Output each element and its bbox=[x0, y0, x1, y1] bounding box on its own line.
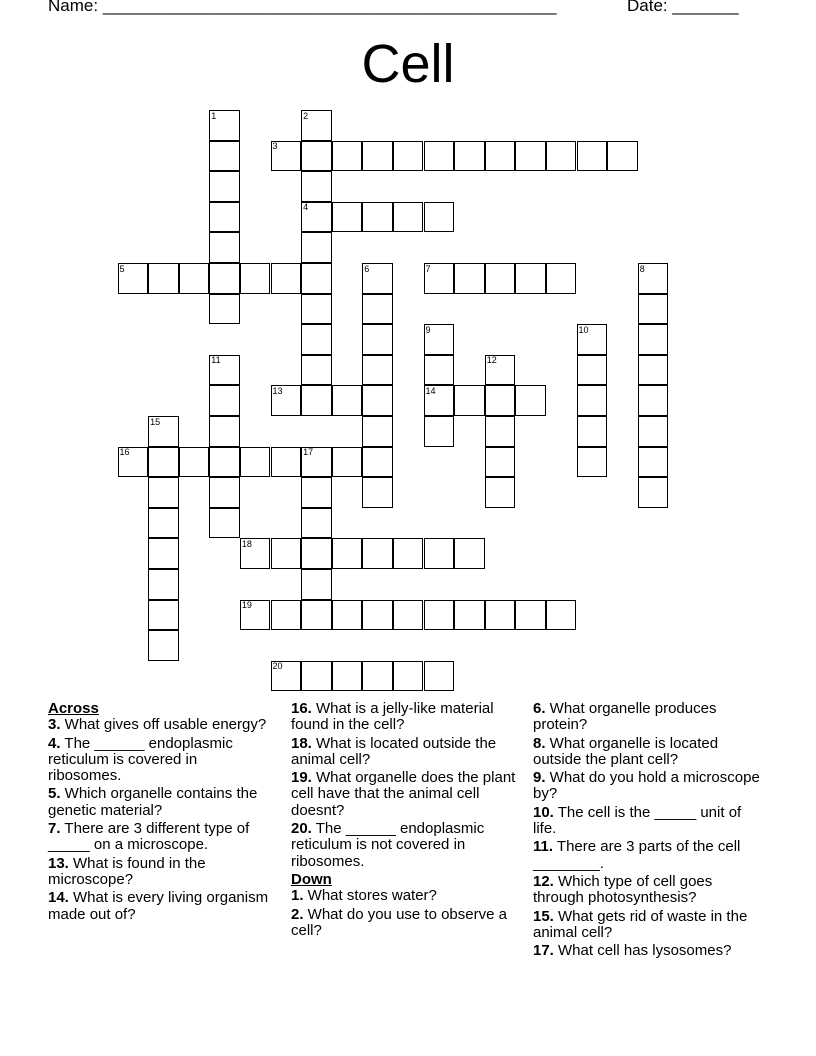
down-clue-6: 6. What organelle produces protein? bbox=[533, 700, 717, 734]
grid-cell[interactable] bbox=[424, 202, 455, 233]
grid-cell[interactable] bbox=[209, 202, 240, 233]
grid-cell[interactable] bbox=[209, 477, 240, 508]
across-clue-4: 4. The ______ endoplasmic reticulum is covered in ribosomes. bbox=[48, 734, 233, 785]
across-clue-3: 3. What gives off usable energy? bbox=[48, 716, 267, 734]
grid-cell[interactable] bbox=[485, 477, 516, 508]
grid-cell[interactable] bbox=[301, 171, 332, 202]
grid-cell[interactable] bbox=[362, 447, 393, 478]
grid-cell[interactable] bbox=[424, 355, 455, 386]
grid-cell[interactable] bbox=[362, 294, 393, 325]
grid-cell[interactable] bbox=[301, 294, 332, 325]
down-heading: Down bbox=[291, 870, 332, 888]
down-clue-10: 10. The cell is the _____ unit of life. bbox=[533, 803, 742, 838]
grid-cell[interactable] bbox=[485, 385, 516, 416]
down-clue-9: 9. What do you hold a microscope by? bbox=[533, 769, 760, 803]
grid-cell[interactable] bbox=[638, 355, 669, 386]
grid-cell[interactable] bbox=[485, 141, 516, 172]
grid-cell[interactable] bbox=[638, 477, 669, 508]
grid-cell[interactable] bbox=[209, 385, 240, 416]
down-clue-12: 12. Which type of cell goes through photosynthesis? bbox=[533, 872, 713, 907]
grid-cell[interactable] bbox=[515, 600, 546, 631]
grid-cell[interactable] bbox=[148, 569, 179, 600]
across-clue-19: 19. What organelle does the plant cell have that the animal cell doesnt? bbox=[291, 769, 516, 819]
grid-cell[interactable] bbox=[332, 661, 363, 692]
grid-cell[interactable] bbox=[577, 416, 608, 447]
grid-cell[interactable] bbox=[209, 232, 240, 263]
grid-cell[interactable] bbox=[546, 600, 577, 631]
grid-cell[interactable] bbox=[209, 171, 240, 202]
clue-number-label: 15 bbox=[150, 416, 161, 427]
grid-cell[interactable] bbox=[424, 661, 455, 692]
grid-cell[interactable] bbox=[577, 447, 608, 478]
clue-number-label: 7 bbox=[425, 263, 431, 274]
grid-cell[interactable] bbox=[362, 600, 393, 631]
grid-cell[interactable] bbox=[301, 508, 332, 539]
grid-cell[interactable] bbox=[148, 477, 179, 508]
grid-cell[interactable] bbox=[301, 355, 332, 386]
grid-cell[interactable] bbox=[638, 416, 669, 447]
across-clue-18: 18. What is located outside the animal cell? bbox=[291, 734, 497, 768]
grid-cell[interactable] bbox=[301, 538, 332, 569]
across-clue-20: 20. The ______ endoplasmic reticulum is not covered in ribosomes. bbox=[291, 820, 485, 870]
grid-cell[interactable] bbox=[638, 385, 669, 416]
down-clue-8: 8. What organelle is located outside the plant cell? bbox=[533, 734, 719, 768]
grid-cell[interactable] bbox=[271, 263, 302, 294]
clue-number-label: 8 bbox=[639, 263, 645, 274]
grid-cell[interactable] bbox=[209, 447, 240, 478]
grid-cell[interactable] bbox=[515, 263, 546, 294]
grid-cell[interactable] bbox=[362, 416, 393, 447]
grid-cell[interactable] bbox=[546, 141, 577, 172]
grid-cell[interactable] bbox=[577, 385, 608, 416]
grid-cell[interactable] bbox=[148, 263, 179, 294]
grid-cell[interactable] bbox=[148, 508, 179, 539]
grid-cell[interactable] bbox=[332, 447, 363, 478]
grid-cell[interactable] bbox=[301, 263, 332, 294]
clue-number-label: 1 bbox=[211, 110, 217, 121]
across-clue-13: 13. What is found in the microscope? bbox=[48, 854, 206, 888]
grid-cell[interactable] bbox=[271, 600, 302, 631]
grid-cell[interactable] bbox=[301, 477, 332, 508]
grid-cell[interactable] bbox=[301, 324, 332, 355]
clue-number-label: 14 bbox=[425, 385, 436, 396]
grid-cell[interactable] bbox=[515, 385, 546, 416]
grid-cell[interactable] bbox=[393, 538, 424, 569]
grid-cell[interactable] bbox=[179, 447, 210, 478]
grid-cell[interactable] bbox=[454, 141, 485, 172]
grid-cell[interactable] bbox=[393, 600, 424, 631]
grid-cell[interactable] bbox=[485, 263, 516, 294]
grid-cell[interactable] bbox=[424, 600, 455, 631]
grid-cell[interactable] bbox=[179, 263, 210, 294]
clue-number-label: 9 bbox=[425, 324, 431, 335]
grid-cell[interactable] bbox=[362, 355, 393, 386]
grid-cell[interactable] bbox=[332, 202, 363, 233]
clue-number-label: 6 bbox=[364, 263, 370, 274]
across-clue-14: 14. What is every living organism made out of? bbox=[48, 889, 269, 923]
grid-cell[interactable] bbox=[148, 600, 179, 631]
grid-cell[interactable] bbox=[638, 324, 669, 355]
grid-cell[interactable] bbox=[209, 294, 240, 325]
grid-cell[interactable] bbox=[209, 141, 240, 172]
grid-cell[interactable] bbox=[362, 385, 393, 416]
grid-cell[interactable] bbox=[332, 538, 363, 569]
grid-cell[interactable] bbox=[362, 141, 393, 172]
clue-number-label: 3 bbox=[272, 141, 278, 152]
grid-cell[interactable] bbox=[577, 141, 608, 172]
grid-cell[interactable] bbox=[301, 569, 332, 600]
down-clue-11: 11. There are 3 parts of the cell ________. bbox=[533, 838, 741, 872]
clue-number-label: 2 bbox=[303, 110, 309, 121]
grid-cell[interactable] bbox=[393, 141, 424, 172]
grid-cell[interactable] bbox=[485, 600, 516, 631]
grid-cell[interactable] bbox=[454, 600, 485, 631]
clue-number-label: 10 bbox=[578, 324, 589, 335]
grid-cell[interactable] bbox=[546, 263, 577, 294]
grid-cell[interactable] bbox=[271, 538, 302, 569]
clue-number-label: 17 bbox=[303, 447, 314, 458]
grid-cell[interactable] bbox=[607, 141, 638, 172]
clue-number-label: 19 bbox=[241, 600, 252, 611]
grid-cell[interactable] bbox=[362, 661, 393, 692]
grid-cell[interactable] bbox=[301, 661, 332, 692]
grid-cell[interactable] bbox=[301, 141, 332, 172]
puzzle-title: Cell bbox=[361, 34, 455, 94]
clue-number-label: 11 bbox=[211, 355, 221, 366]
clue-column-3 bbox=[533, 701, 763, 961]
grid-cell[interactable] bbox=[362, 202, 393, 233]
clue-number-label: 16 bbox=[119, 447, 130, 458]
grid-cell[interactable] bbox=[454, 538, 485, 569]
grid-cell[interactable] bbox=[577, 355, 608, 386]
grid-cell[interactable] bbox=[209, 416, 240, 447]
clue-number-label: 20 bbox=[272, 661, 283, 672]
clue-column-2 bbox=[291, 701, 521, 941]
grid-cell[interactable] bbox=[301, 232, 332, 263]
grid-cell[interactable] bbox=[362, 324, 393, 355]
grid-cell[interactable] bbox=[362, 477, 393, 508]
grid-cell[interactable] bbox=[332, 141, 363, 172]
clue-number-label: 4 bbox=[303, 202, 309, 213]
grid-cell[interactable] bbox=[209, 263, 240, 294]
grid-cell[interactable] bbox=[148, 447, 179, 478]
grid-cell[interactable] bbox=[454, 263, 485, 294]
grid-cell[interactable] bbox=[362, 538, 393, 569]
grid-cell[interactable] bbox=[240, 263, 271, 294]
grid-cell[interactable] bbox=[209, 508, 240, 539]
grid-cell[interactable] bbox=[424, 538, 455, 569]
grid-cell[interactable] bbox=[485, 416, 516, 447]
clue-number-label: 12 bbox=[486, 355, 497, 366]
clue-number-label: 5 bbox=[119, 263, 125, 274]
across-heading: Across bbox=[48, 700, 99, 717]
clue-number-label: 18 bbox=[241, 538, 252, 549]
across-clue-16: 16. What is a jelly-like material found in the cell? bbox=[291, 700, 494, 734]
name-field: Name: ________________________________________________ bbox=[48, 0, 557, 15]
grid-cell[interactable] bbox=[271, 447, 302, 478]
grid-cell[interactable] bbox=[638, 294, 669, 325]
grid-cell[interactable] bbox=[485, 447, 516, 478]
across-clue-5: 5. Which organelle contains the genetic material? bbox=[48, 785, 258, 819]
across-clue-7: 7. There are 3 different type of _____ on a microscope. bbox=[48, 820, 250, 854]
grid-cell[interactable] bbox=[424, 416, 455, 447]
grid-cell[interactable] bbox=[240, 447, 271, 478]
down-clue-15: 15. What gets rid of waste in the animal cell? bbox=[533, 907, 748, 941]
grid-cell[interactable] bbox=[424, 141, 455, 172]
date-field: Date: _______ bbox=[627, 0, 739, 15]
grid-cell[interactable] bbox=[332, 385, 363, 416]
down-clue-1: 1. What stores water? bbox=[291, 887, 437, 905]
grid-cell[interactable] bbox=[148, 538, 179, 569]
clue-column-1 bbox=[48, 701, 273, 925]
clue-number-label: 13 bbox=[272, 385, 283, 396]
grid-cell[interactable] bbox=[148, 630, 179, 661]
grid-cell[interactable] bbox=[454, 385, 485, 416]
grid-cell[interactable] bbox=[638, 447, 669, 478]
down-clue-2: 2. What do you use to observe a cell? bbox=[291, 905, 507, 939]
down-clue-17: 17. What cell has lysosomes? bbox=[533, 942, 732, 960]
grid-cell[interactable] bbox=[301, 600, 332, 631]
grid-cell[interactable] bbox=[393, 202, 424, 233]
grid-cell[interactable] bbox=[301, 385, 332, 416]
grid-cell[interactable] bbox=[332, 600, 363, 631]
grid-cell[interactable] bbox=[393, 661, 424, 692]
grid-cell[interactable] bbox=[515, 141, 546, 172]
